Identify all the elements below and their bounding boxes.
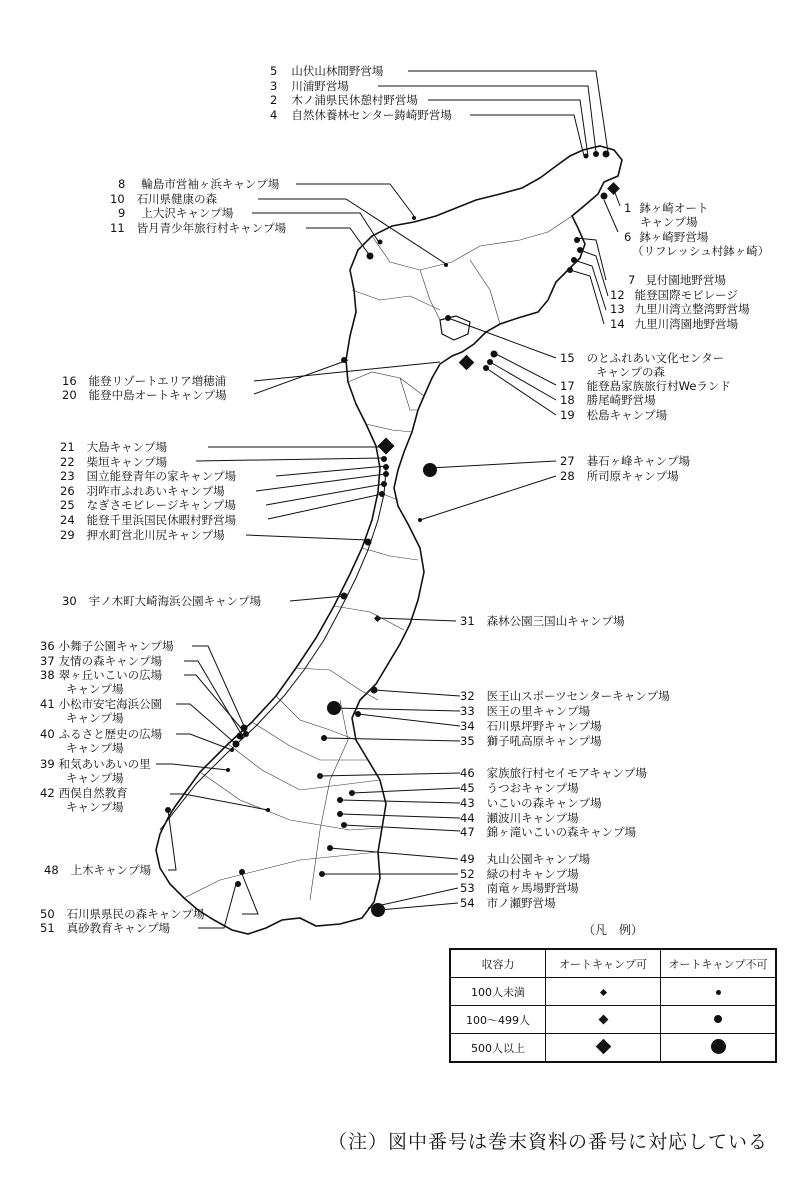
label-name: （リフレッシュ村鉢ヶ崎） <box>632 244 770 258</box>
label-name: 羽咋市ふれあいキャンプ場 <box>86 484 225 498</box>
label-name: 真砂教育キャンプ場 <box>66 921 171 935</box>
svg-text:20能登中島オートキャンプ場 <box>62 388 227 402</box>
svg-text:8輪島市営袖ヶ浜キャンプ場 <box>118 177 280 191</box>
label-num: 7 <box>628 273 636 287</box>
legend-symbol-cell <box>661 1034 777 1063</box>
svg-text:34石川県坪野キャンプ場 <box>460 719 602 733</box>
medium-diamond-symbol <box>598 1015 608 1025</box>
legend-row <box>450 1006 776 1034</box>
legend-row <box>450 1034 776 1063</box>
label-name: 松島キャンプ場 <box>586 408 668 422</box>
label-num: 11 <box>110 221 125 235</box>
label-num: 44 <box>460 811 475 825</box>
label-num: 14 <box>610 317 625 331</box>
label-num: 47 <box>460 825 475 839</box>
label-name: 友情の森キャンプ場 <box>58 654 163 668</box>
svg-text:41小松市安宅海浜公園 <box>40 697 162 711</box>
svg-text:22柴垣キャンプ場 <box>60 455 168 469</box>
label-name: 丸山公園キャンプ場 <box>486 852 591 866</box>
label-name: キャンプ場 <box>66 800 124 814</box>
label-name: キャンプ場 <box>66 741 124 755</box>
svg-text:36小舞子公園キャンプ場 <box>40 639 174 653</box>
label-name: 碁石ヶ峰キャンプ場 <box>586 454 691 468</box>
label-num: 30 <box>62 594 77 608</box>
svg-text:21大島キャンプ場 <box>60 440 168 454</box>
label-num: 9 <box>118 206 126 220</box>
svg-text:53南竜ヶ馬場野営場 <box>460 881 579 895</box>
noto-island <box>440 316 470 340</box>
svg-text:24能登千里浜国民休暇村野営場 <box>60 513 237 527</box>
label-num: 29 <box>60 528 75 542</box>
svg-text:47錦ヶ滝いこいの森キャンプ場 <box>460 825 637 839</box>
svg-text:7見付園地野営場 <box>628 273 726 287</box>
label-name: 輪島市営袖ヶ浜キャンプ場 <box>141 177 280 191</box>
legend-title: （凡 例） <box>583 923 644 937</box>
label-num: 27 <box>560 454 575 468</box>
label-name: ふるさと歴史の広場 <box>58 727 163 741</box>
label-name: 自然休養林センター鋳崎野営場 <box>291 108 452 122</box>
legend-header-auto-ng: オートキャンプ不可 <box>661 949 777 978</box>
label-num: 32 <box>460 689 475 703</box>
svg-text:キャンプ場 <box>640 215 698 229</box>
label-num: 36 <box>40 639 55 653</box>
svg-text:キャンプ場 <box>66 682 124 696</box>
label-num: 39 <box>40 757 55 771</box>
svg-text:46家族旅行村セイモアキャンプ場 <box>460 766 647 780</box>
small-circle-symbol <box>716 990 721 995</box>
label-num: 49 <box>460 852 475 866</box>
label-name: 錦ヶ滝いこいの森キャンプ場 <box>486 825 637 839</box>
svg-text:17能登島家族旅行村Weランド <box>560 379 731 393</box>
svg-text:32医王山スポーツセンターキャンプ場 <box>460 689 670 703</box>
label-name: 能登千里浜国民休暇村野営場 <box>86 513 237 527</box>
label-num: 37 <box>40 654 55 668</box>
label-name: 翠ヶ丘いこいの広場 <box>58 668 163 682</box>
svg-text:16能登リゾートエリア増穂浦 <box>62 374 227 388</box>
label-name: 和気あいあいの里 <box>58 757 151 771</box>
label-num: 42 <box>40 786 55 800</box>
svg-text:33医王の里キャンプ場 <box>460 704 591 718</box>
label-num: 19 <box>560 408 575 422</box>
label-num: 15 <box>560 351 575 365</box>
label-num: 6 <box>624 230 632 244</box>
svg-text:（リフレッシュ村鉢ヶ崎） <box>632 244 769 258</box>
label-name: 大島キャンプ場 <box>86 440 168 454</box>
label-num: 1 <box>624 201 632 215</box>
svg-text:19松島キャンプ場 <box>560 408 668 422</box>
label-name: 九里川湾立整湾野営場 <box>634 302 750 316</box>
label-num: 18 <box>560 393 575 407</box>
svg-text:43いこいの森キャンプ場 <box>460 796 602 810</box>
legend-table <box>449 948 777 1063</box>
svg-text:3川浦野営場 <box>270 79 349 93</box>
label-num: 3 <box>270 79 278 93</box>
label-name: 市ノ瀬野営場 <box>486 896 556 910</box>
label-num: 46 <box>460 766 475 780</box>
legend-symbol-cell <box>546 978 661 1006</box>
legend-header-capacity: 収容力 <box>450 949 546 978</box>
label-name: 石川県健康の森 <box>136 192 218 206</box>
label-name: 九里川湾園地野営場 <box>634 317 739 331</box>
svg-text:6鉢ヶ崎野営場 <box>624 230 709 244</box>
svg-text:18勝尾崎野営場 <box>560 393 656 407</box>
medium-circle-symbol <box>714 1015 722 1023</box>
svg-text:29押水町営北川尻キャンプ場 <box>60 528 225 542</box>
label-name: 石川県坪野キャンプ場 <box>486 719 602 733</box>
legend-capacity-label: 500人以上 <box>450 1034 546 1063</box>
label-num: 24 <box>60 513 75 527</box>
label-name: 西俣自然教育 <box>58 786 128 800</box>
label-num: 5 <box>270 64 278 78</box>
svg-text:2木ノ浦県民休憩村野営場 <box>270 93 418 107</box>
large-circle-symbol <box>711 1039 726 1054</box>
label-num: 13 <box>610 302 625 316</box>
svg-text:50石川県県民の森キャンプ場 <box>40 907 205 921</box>
svg-text:42西俣自然教育 <box>40 786 128 800</box>
label-name: 南竜ヶ馬場野営場 <box>486 881 579 895</box>
label-num: 40 <box>40 727 55 741</box>
svg-text:45うつおキャンプ場 <box>460 781 579 795</box>
label-name: 木ノ浦県民休憩村野営場 <box>291 93 418 107</box>
label-name: 緑の村キャンプ場 <box>486 867 579 881</box>
label-num: 2 <box>270 93 278 107</box>
label-name: なぎさモビレージキャンプ場 <box>86 498 236 512</box>
label-name: 医王の里キャンプ場 <box>486 704 591 718</box>
label-name: キャンプ場 <box>66 771 124 785</box>
label-name: 所司原キャンプ場 <box>586 469 679 483</box>
label-name: キャンプ場 <box>66 711 124 725</box>
label-num: 28 <box>560 469 575 483</box>
label-name: キャンプの森 <box>596 365 665 379</box>
svg-text:15のとふれあい文化センター <box>560 351 724 365</box>
label-name: 宇ノ木町大崎海浜公園キャンプ場 <box>88 594 262 608</box>
label-num: 23 <box>60 469 75 483</box>
svg-text:26羽咋市ふれあいキャンプ場 <box>60 484 225 498</box>
label-num: 21 <box>60 440 75 454</box>
legend-capacity-label: 100〜499人 <box>450 1006 546 1034</box>
label-name: いこいの森キャンプ場 <box>486 796 602 810</box>
svg-text:30宇ノ木町大崎海浜公園キャンプ場 <box>62 594 262 608</box>
label-num: 34 <box>460 719 475 733</box>
svg-text:51真砂教育キャンプ場 <box>40 921 171 935</box>
label-num: 31 <box>460 614 475 628</box>
label-name: 見付園地野営場 <box>645 273 726 287</box>
label-num: 26 <box>60 484 75 498</box>
label-name: 能登国際モビレージ <box>634 288 738 302</box>
label-num: 43 <box>460 796 475 810</box>
label-name: 国立能登青年の家キャンプ場 <box>86 469 237 483</box>
label-name: 瀬波川キャンプ場 <box>486 811 579 825</box>
label-num: 41 <box>40 697 55 711</box>
legend-symbol-cell <box>546 1006 661 1034</box>
label-name: 押水町営北川尻キャンプ場 <box>86 528 225 542</box>
svg-text:12能登国際モビレージ <box>610 288 738 302</box>
legend-symbol-cell <box>661 978 777 1006</box>
label-num: 51 <box>40 921 55 935</box>
legend-symbol-cell <box>661 1006 777 1034</box>
label-name: 皆月青少年旅行村キャンプ場 <box>136 221 287 235</box>
svg-text:キャンプ場 <box>66 771 124 785</box>
label-name: 鉢ヶ崎オート <box>639 201 709 215</box>
label-num: 52 <box>460 867 475 881</box>
svg-text:54市ノ瀬野営場 <box>460 896 556 910</box>
svg-text:48上木キャンプ場 <box>44 863 152 877</box>
label-name: キャンプ場 <box>66 682 124 696</box>
svg-text:9上大沢キャンプ場 <box>118 206 234 220</box>
label-name: 医王山スポーツセンターキャンプ場 <box>486 689 670 703</box>
label-name: 小松市安宅海浜公園 <box>58 697 163 711</box>
label-num: 25 <box>60 498 75 512</box>
svg-text:49丸山公園キャンプ場 <box>460 852 591 866</box>
label-num: 12 <box>610 288 625 302</box>
label-num: 45 <box>460 781 475 795</box>
label-name: 能登リゾートエリア増穂浦 <box>88 374 227 388</box>
svg-text:52緑の村キャンプ場 <box>460 867 579 881</box>
label-num: 10 <box>110 192 125 206</box>
legend-capacity-label: 100人未満 <box>450 978 546 1006</box>
label-num: 50 <box>40 907 55 921</box>
label-name: うつおキャンプ場 <box>486 781 579 795</box>
svg-text:39和気あいあいの里 <box>40 757 151 771</box>
svg-text:38翠ヶ丘いこいの広場 <box>40 668 163 682</box>
label-name: のとふれあい文化センター <box>586 351 725 365</box>
label-name: 上木キャンプ場 <box>70 863 152 877</box>
label-num: 38 <box>40 668 55 682</box>
label-num: 54 <box>460 896 475 910</box>
label-name: 川浦野営場 <box>291 79 349 93</box>
legend-header-row <box>450 949 776 978</box>
svg-text:27碁石ヶ峰キャンプ場 <box>560 454 691 468</box>
legend-row <box>450 978 776 1006</box>
label-name: 森林公園三国山キャンプ場 <box>486 614 625 628</box>
svg-text:4自然休養林センター鋳崎野営場 <box>270 108 452 122</box>
label-num: 33 <box>460 704 475 718</box>
label-name: 山伏山林間野営場 <box>291 64 384 78</box>
svg-text:10石川県健康の森 <box>110 192 218 206</box>
svg-text:キャンプ場 <box>66 800 124 814</box>
label-num: 22 <box>60 455 75 469</box>
label-num: 35 <box>460 734 475 748</box>
large-diamond-symbol <box>595 1038 611 1054</box>
label-name: 家族旅行村セイモアキャンプ場 <box>486 766 647 780</box>
svg-text:44瀬波川キャンプ場 <box>460 811 579 825</box>
svg-text:13九里川湾立整湾野営場 <box>610 302 750 316</box>
legend-header-auto-ok: オートキャンプ可 <box>546 949 661 978</box>
label-name: キャンプ場 <box>640 215 698 229</box>
label-num: 48 <box>44 863 59 877</box>
svg-text:25なぎさモビレージキャンプ場 <box>60 498 236 512</box>
label-name: 獅子吼高原キャンプ場 <box>486 734 602 748</box>
svg-text:31森林公園三国山キャンプ場 <box>460 614 625 628</box>
svg-text:23国立能登青年の家キャンプ場 <box>60 469 237 483</box>
legend-symbol-cell <box>546 1034 661 1063</box>
svg-text:11皆月青少年旅行村キャンプ場 <box>110 221 287 235</box>
label-num: 20 <box>62 388 77 402</box>
svg-text:35獅子吼高原キャンプ場 <box>460 734 602 748</box>
svg-text:14九里川湾園地野営場 <box>610 317 739 331</box>
label-name: 石川県県民の森キャンプ場 <box>66 907 205 921</box>
small-diamond-symbol <box>599 989 606 996</box>
label-num: 17 <box>560 379 575 393</box>
label-name: 能登島家族旅行村Weランド <box>586 379 731 393</box>
footnote: （注）図中番号は巻末資料の番号に対応している <box>328 1131 769 1153</box>
label-name: 鉢ヶ崎野営場 <box>639 230 709 244</box>
label-num: 4 <box>270 108 278 122</box>
svg-text:キャンプの森 <box>596 365 665 379</box>
svg-text:1鉢ヶ崎オート <box>624 201 708 215</box>
svg-text:40ふるさと歴史の広場 <box>40 727 163 741</box>
map-labels <box>40 64 769 935</box>
svg-text:37友情の森キャンプ場 <box>40 654 163 668</box>
svg-text:キャンプ場 <box>66 711 124 725</box>
label-name: 小舞子公園キャンプ場 <box>58 639 174 653</box>
svg-text:5山伏山林間野営場 <box>270 64 384 78</box>
svg-text:キャンプ場 <box>66 741 124 755</box>
label-name: 勝尾崎野営場 <box>586 393 656 407</box>
label-name: 上大沢キャンプ場 <box>141 206 234 220</box>
label-num: 8 <box>118 177 126 191</box>
label-name: 柴垣キャンプ場 <box>86 455 168 469</box>
label-num: 16 <box>62 374 77 388</box>
svg-text:28所司原キャンプ場 <box>560 469 679 483</box>
label-name: 能登中島オートキャンプ場 <box>88 388 227 402</box>
label-num: 53 <box>460 881 475 895</box>
